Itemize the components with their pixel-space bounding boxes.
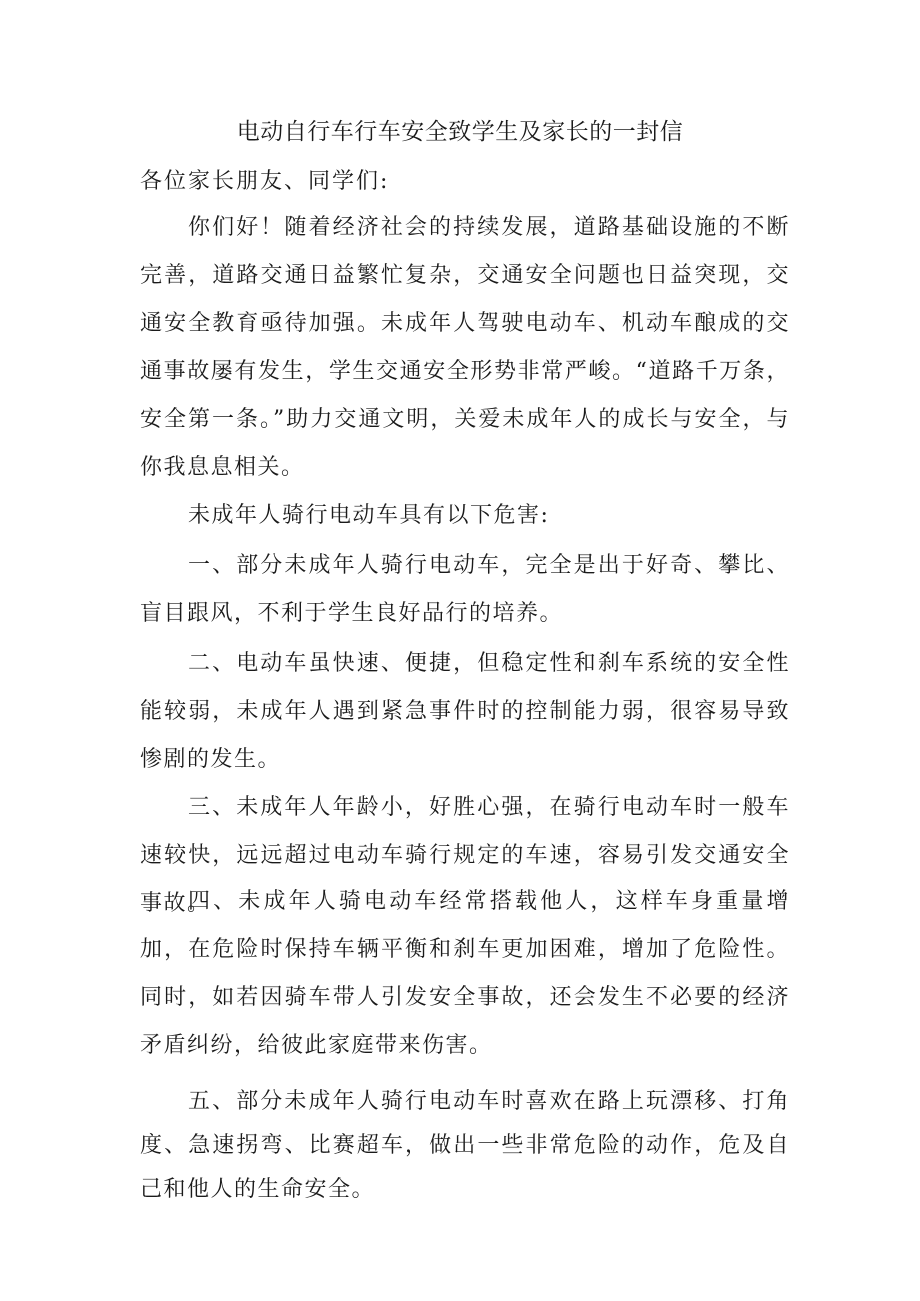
salutation: 各位家长朋友、同学们: xyxy=(140,169,390,194)
paragraph-hazard-5: 五、部分未成年人骑行电动车时喜欢在路上玩漂移、打角度、急速拐弯、比赛超车，做出一些非常危险的动作，危及自己和他人的生命安全。 xyxy=(140,1089,790,1202)
paragraph-hazard-1: 一、部分未成年人骑行电动车，完全是出于好奇、攀比、盲目跟风，不利于学生良好品行的培养。 xyxy=(140,553,790,626)
paragraph-intro: 你们好！随着经济社会的持续发展，道路基础设施的不断完善，道路交通日益繁忙复杂，交通安全问题也日益突现，交通安全教育亟待加强。未成年人驾驶电动车、机动车酿成的交通事故屡有发生，学生交通安全形势非常严峻。“道路千万条，安全第一条。”助力交通文明，关爱未成年人的成长与安全，与你我息息相关。 xyxy=(140,215,790,480)
paragraph-hazard-4: 四、未成年人骑电动车经常搭载他人，这样车身重量增加，在危险时保持车辆平衡和刹车更加困难，增加了危险性。同时，如若因骑车带人引发安全事故，还会发生不必要的经济矛盾纠纷，给彼此家庭带来伤害。 xyxy=(140,889,790,1058)
paragraph-hazard-3: 三、未成年人年龄小，好胜心强，在骑行电动车时一般车速较快，远远超过电动车骑行规定的车速，容易引发交通安全事故。 xyxy=(140,795,790,916)
document-title: 电动自行车行车安全致学生及家长的一封信 xyxy=(236,119,684,145)
paragraph-hazard-2: 二、电动车虽快速、便捷，但稳定性和刹车系统的安全性能较弱，未成年人遇到紧急事件时的控制能力弱，很容易导致惨剧的发生。 xyxy=(140,651,790,772)
paragraph-hazards-heading: 未成年人骑行电动车具有以下危害: xyxy=(188,503,550,528)
